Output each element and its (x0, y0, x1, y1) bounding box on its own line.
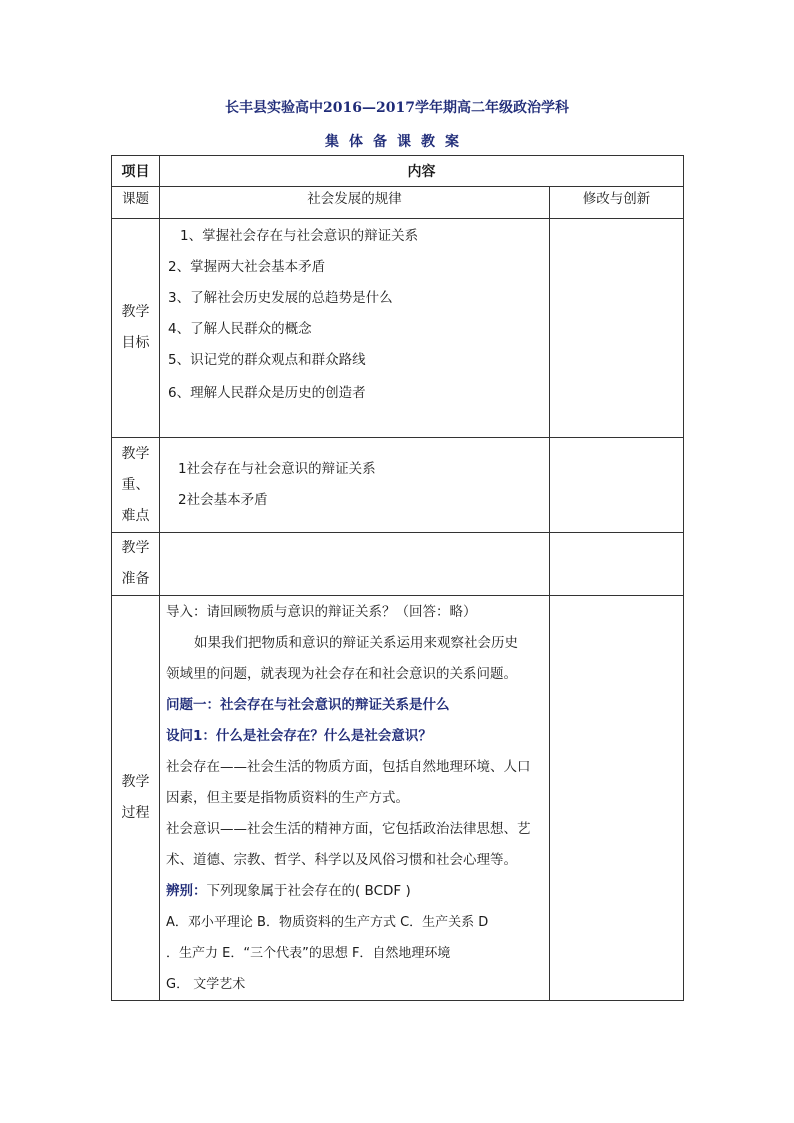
col-content-header: 内容 (160, 156, 684, 187)
goals-row (112, 219, 684, 438)
topic-label: 课题 (112, 187, 160, 219)
distinguish-line (166, 876, 549, 907)
topic-value: 社会发展的规律 (160, 187, 550, 219)
question-sub: 设问1：什么是社会存在？什么是社会意识？ (166, 728, 432, 744)
goal-item: 6、理解人民群众是历史的创造者 (168, 385, 366, 401)
process-label: 教学 过程 (112, 596, 160, 1001)
prep-row (112, 533, 684, 596)
goals-revise-cell (550, 219, 684, 438)
prep-label: 教学 准备 (112, 533, 160, 596)
process-revise-cell (550, 596, 684, 1001)
goals-label: 教学 目标 (112, 219, 160, 438)
process-para: 领域里的问题，就表现为社会存在和社会意识的关系问题。 (166, 666, 517, 682)
col-item-header: 项目 (112, 156, 160, 187)
option-line: ．生产力 E．“三个代表”的思想 F．自然地理环境 (166, 946, 451, 961)
definition-line: 社会存在——社会生活的物质方面，包括自然地理环境、人口 (166, 759, 531, 775)
keypoints-label: 教学 重、 难点 (112, 438, 160, 533)
process-para: 如果我们把物质和意识的辩证关系运用来观察社会历史 (194, 635, 518, 651)
distinguish-label: 辨别： (166, 883, 207, 899)
keypoints-revise-cell (550, 438, 684, 533)
table-header-row (112, 156, 684, 187)
keypoints-row (112, 438, 684, 533)
question-heading: 问题一：社会存在与社会意识的辩证关系是什么 (166, 697, 450, 713)
process-intro: 导入：请回顾物质与意识的辩证关系？（回答：略） (166, 604, 477, 620)
keypoint-item: 2社会基本矛盾 (178, 492, 268, 508)
option-line: G． 文学艺术 (166, 977, 246, 992)
definition-line: 社会意识——社会生活的精神方面，它包括政治法律思想、艺 (166, 821, 531, 837)
goal-item: 3、了解社会历史发展的总趋势是什么 (168, 290, 393, 306)
process-content (160, 596, 550, 1001)
lesson-plan-table (111, 155, 684, 1001)
goal-item: 5、识记党的群众观点和群众路线 (168, 352, 366, 368)
goal-item: 2、掌握两大社会基本矛盾 (168, 259, 326, 275)
prep-revise-cell (550, 533, 684, 596)
goals-content (160, 219, 550, 438)
school-title: 长丰县实验高中2016—2017学年期高二年级政治学科 (225, 100, 569, 116)
option-line: A．邓小平理论 B．物质资料的生产方式 C．生产关系 D (166, 915, 489, 930)
distinguish-text: 下列现象属于社会存在的( BCDF ) (206, 883, 411, 899)
definition-line: 因素，但主要是指物质资料的生产方式。 (166, 790, 409, 806)
goal-item: 1、掌握社会存在与社会意识的辩证关系 (180, 228, 419, 244)
definition-line: 术、道德、宗教、哲学、科学以及风俗习惯和社会心理等。 (166, 852, 517, 868)
keypoint-item: 1社会存在与社会意识的辩证关系 (178, 461, 376, 477)
doc-title: 集体备课教案 (325, 134, 469, 150)
process-row (112, 596, 684, 1001)
prep-content (160, 533, 550, 596)
goal-item: 4、了解人民群众的概念 (168, 321, 312, 337)
keypoints-content (160, 438, 550, 533)
revise-label: 修改与创新 (550, 187, 684, 219)
topic-row (112, 187, 684, 219)
